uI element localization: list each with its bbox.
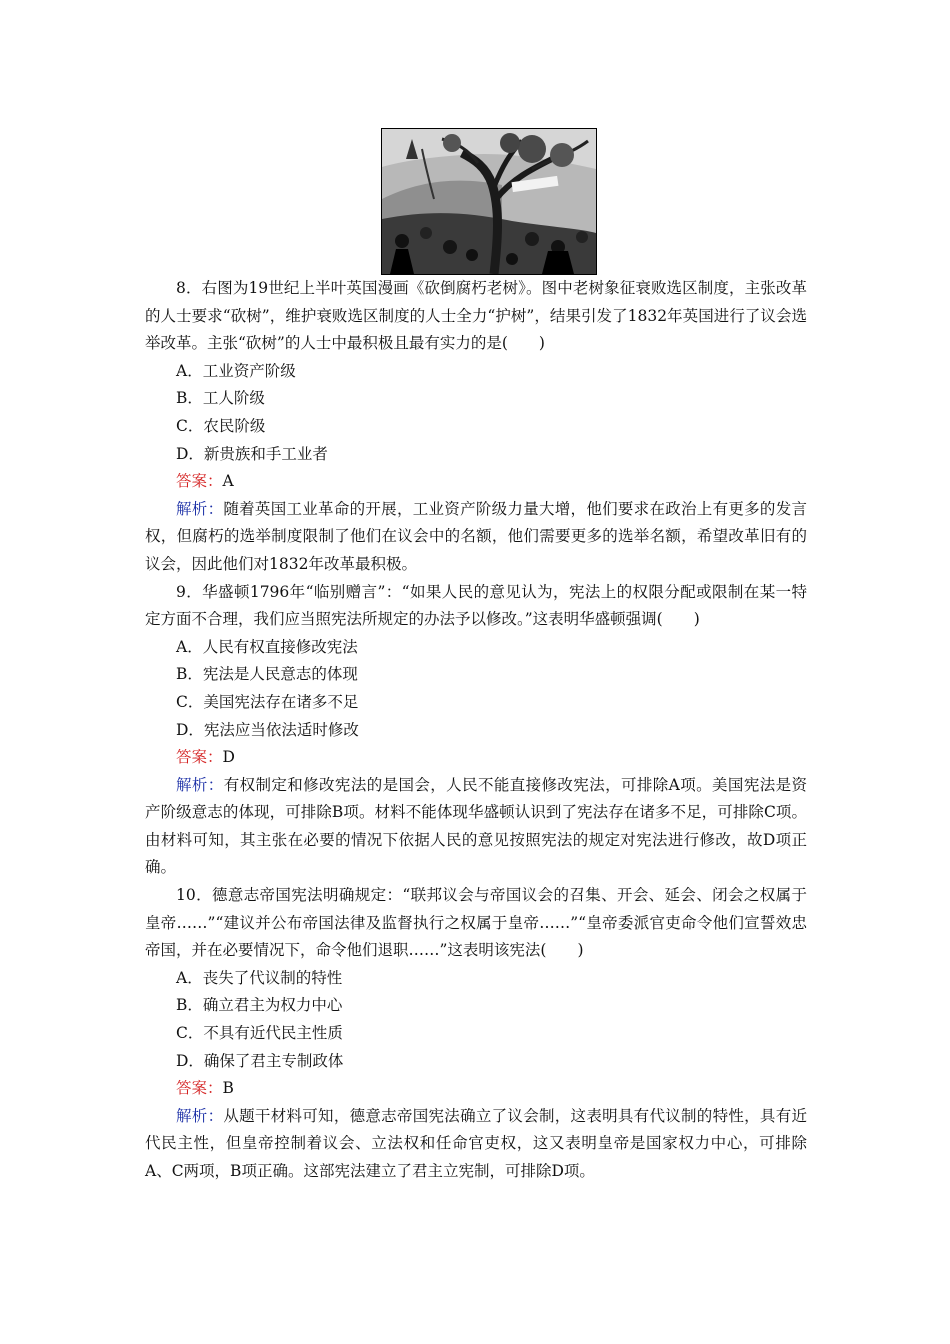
question-stem: 8．右图为19世纪上半叶英国漫画《砍倒腐朽老树》。图中老树象征衰败选区制度，主张改革的人士要求“砍树”，维护衰败选区制度的人士全力“护树”，结果引发了1832年英国进行了议会选举改革。主张“砍树”的人士中最积极且最有实力的是( ): [145, 279, 807, 353]
option-c: C．美国宪法存在诸多不足: [176, 692, 359, 711]
answer-value: A: [222, 472, 234, 491]
option-d: D．新贵族和手工业者: [176, 444, 328, 463]
question-stem: 10．德意志帝国宪法明确规定：“联邦议会与帝国议会的召集、开会、延会、闭会之权属于皇帝……”“建议并公布帝国法律及监督执行之权属于皇帝……”“皇帝委派官吏命令他们宣誓效忠帝国，并在必要情况下，命令他们退职……”这表明该宪法( ): [145, 886, 807, 960]
question-block: [145, 275, 807, 579]
explanation-text: 从题干材料可知，德意志帝国宪法确立了议会制，这表明具有代议制的特性，具有近代民主性，但皇帝控制着议会、立法权和任命官吏权，这又表明皇帝是国家权力中心，可排除A、C两项，B项正确。这部宪法建立了君主立宪制，可排除D项。: [145, 1106, 807, 1180]
answer-label: 答案：: [176, 748, 223, 767]
option-c: C．不具有近代民主性质: [176, 1024, 343, 1043]
answer-line: [145, 744, 807, 772]
question-block: [145, 579, 807, 883]
explanation-label: 解析：: [176, 1106, 224, 1125]
option-a: A．丧失了代议制的特性: [176, 968, 343, 987]
answer-label: 答案：: [176, 1079, 223, 1098]
explanation: [145, 772, 807, 882]
question-list: [145, 275, 807, 1186]
question-block: [145, 882, 807, 1186]
option-c: C．农民阶级: [176, 416, 266, 435]
option-a: A．人民有权直接修改宪法: [176, 637, 358, 656]
question-stem: 9．华盛顿1796年“临别赠言”：“如果人民的意见认为，宪法上的权限分配或限制在某一特定方面不合理，我们应当照宪法所规定的办法予以修改。”这表明华盛顿强调( ): [145, 582, 807, 629]
option-b: B．宪法是人民意志的体现: [176, 665, 358, 684]
option-d: D．确保了君主专制政体: [176, 1051, 344, 1070]
answer-line: [145, 468, 807, 496]
option-b: B．工人阶级: [176, 389, 265, 408]
explanation-label: 解析：: [176, 499, 224, 518]
explanation-label: 解析：: [176, 775, 224, 794]
option-d: D．宪法应当依法适时修改: [176, 720, 359, 739]
answer-value: D: [222, 748, 235, 767]
cartoon-image: [381, 128, 597, 275]
option-b: B．确立君主为权力中心: [176, 996, 343, 1015]
answer-line: [145, 1075, 807, 1103]
answer-value: B: [222, 1079, 234, 1098]
explanation-text: 随着英国工业革命的开展，工业资产阶级力量大增，他们要求在政治上有更多的发言权，但腐朽的选举制度限制了他们在议会中的名额，他们需要更多的选举名额，希望改革旧有的议会，因此他们对1832年改革最积极。: [145, 499, 807, 573]
explanation-text: 有权制定和修改宪法的是国会，人民不能直接修改宪法，可排除A项。美国宪法是资产阶级意志的体现，可排除B项。材料不能体现华盛顿认识到了宪法存在诸多不足，可排除C项。由材料可知，其主张在必要的情况下依据人民的意见按照宪法的规定对宪法进行修改，故D项正确。: [145, 775, 807, 877]
answer-label: 答案：: [176, 472, 223, 491]
explanation: [145, 496, 807, 579]
option-a: A．工业资产阶级: [176, 361, 296, 380]
explanation: [145, 1103, 807, 1186]
